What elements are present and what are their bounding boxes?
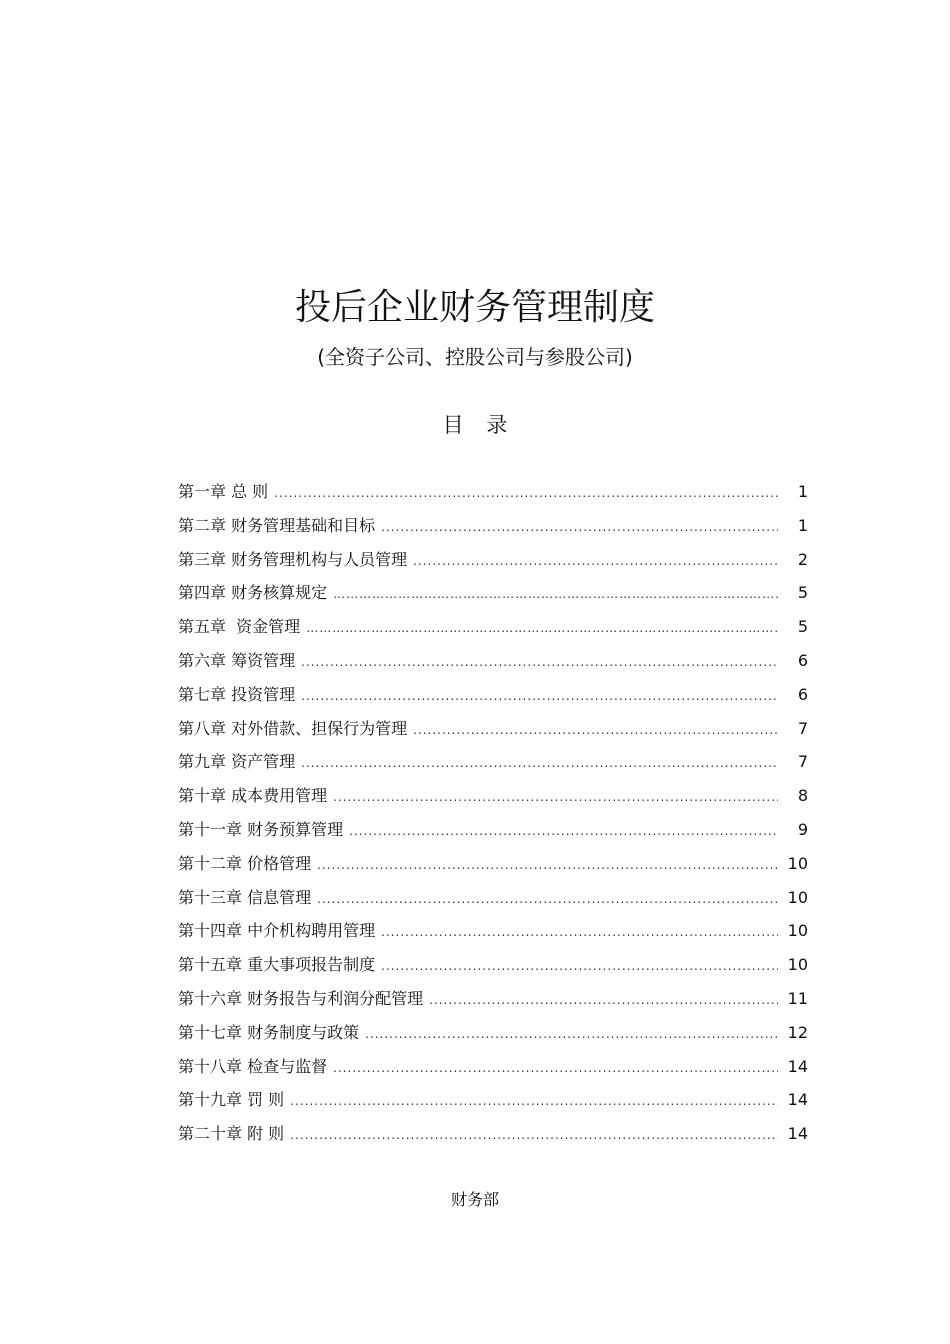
toc-entry-title: 第十一章 财务预算管理 (178, 819, 344, 839)
toc-entry-page: 11 (787, 988, 808, 1008)
toc-entry-14[interactable] (178, 914, 808, 948)
table-of-contents (178, 475, 808, 1151)
toc-entry-3[interactable] (178, 543, 808, 577)
toc-entry-page: 6 (797, 684, 808, 704)
toc-leader-dots (301, 680, 778, 714)
toc-entry-title: 第二章 财务管理基础和目标 (178, 515, 376, 535)
document-footer-department: 财务部 (450, 1190, 499, 1209)
toc-entry-page: 10 (787, 955, 808, 975)
toc-entry-page: 1 (797, 515, 808, 535)
toc-entry-17[interactable] (178, 1016, 808, 1050)
toc-entry-18[interactable] (178, 1050, 808, 1084)
toc-entry-12[interactable] (178, 847, 808, 881)
toc-entry-title: 第五章 资金管理 (178, 617, 301, 637)
toc-entry-title: 第二十章 附 则 (178, 1124, 285, 1144)
toc-entry-7[interactable] (178, 678, 808, 712)
toc-entry-15[interactable] (178, 948, 808, 982)
toc-entry-8[interactable] (178, 712, 808, 746)
toc-leader-dots (413, 545, 778, 579)
toc-leader-dots (301, 646, 778, 680)
toc-leader-dots (333, 578, 778, 612)
toc-entry-title: 第七章 投资管理 (178, 684, 296, 704)
toc-entry-page: 12 (787, 1022, 808, 1042)
toc-entry-2[interactable] (178, 509, 808, 543)
toc-leader-dots (290, 1085, 778, 1119)
toc-entry-9[interactable] (178, 745, 808, 779)
toc-entry-10[interactable] (178, 779, 808, 813)
document-subtitle: (全资子公司、控股公司与参股公司) (317, 345, 633, 369)
toc-entry-6[interactable] (178, 644, 808, 678)
toc-leader-dots (333, 1052, 778, 1086)
toc-entry-title: 第十五章 重大事项报告制度 (178, 955, 376, 975)
toc-entry-title: 第十三章 信息管理 (178, 887, 312, 907)
toc-entry-title: 第十九章 罚 则 (178, 1090, 285, 1110)
toc-entry-title: 第十四章 中介机构聘用管理 (178, 921, 376, 941)
toc-leader-dots (349, 815, 778, 849)
toc-entry-title: 第三章 财务管理机构与人员管理 (178, 549, 408, 569)
toc-entry-page: 2 (797, 549, 808, 569)
toc-entry-title: 第四章 财务核算规定 (178, 583, 328, 603)
toc-entry-title: 第十七章 财务制度与政策 (178, 1022, 360, 1042)
toc-leader-dots (381, 950, 778, 984)
toc-entry-4[interactable] (178, 576, 808, 610)
toc-heading: 目 录 (442, 413, 516, 437)
document-title: 投后企业财务管理制度 (294, 287, 655, 328)
toc-leader-dots (290, 1119, 778, 1153)
toc-leader-dots (381, 511, 778, 545)
toc-entry-19[interactable] (178, 1083, 808, 1117)
toc-entry-page: 14 (787, 1056, 808, 1076)
toc-entry-page: 6 (797, 650, 808, 670)
toc-leader-dots (381, 916, 778, 950)
toc-leader-dots (306, 612, 778, 646)
toc-entry-5[interactable] (178, 610, 808, 644)
toc-entry-page: 9 (797, 819, 808, 839)
toc-leader-dots (301, 747, 778, 781)
toc-entry-page: 7 (797, 752, 808, 772)
toc-entry-title: 第十六章 财务报告与利润分配管理 (178, 988, 424, 1008)
toc-entry-page: 5 (797, 617, 808, 637)
toc-entry-title: 第九章 资产管理 (178, 752, 296, 772)
toc-entry-16[interactable] (178, 982, 808, 1016)
toc-leader-dots (274, 477, 778, 511)
toc-leader-dots (413, 714, 778, 748)
toc-entry-page: 14 (787, 1124, 808, 1144)
toc-entry-page: 8 (797, 786, 808, 806)
toc-entry-page: 14 (787, 1090, 808, 1110)
toc-entry-title: 第一章 总 则 (178, 482, 269, 501)
toc-entry-page: 5 (797, 583, 808, 603)
toc-entry-title: 第六章 筹资管理 (178, 650, 296, 670)
toc-leader-dots (317, 849, 778, 883)
toc-entry-13[interactable] (178, 881, 808, 915)
toc-leader-dots (429, 984, 778, 1018)
toc-entry-title: 第十八章 检查与监督 (178, 1056, 328, 1076)
toc-entry-11[interactable] (178, 813, 808, 847)
toc-entry-page: 10 (787, 853, 808, 873)
toc-entry-title: 第十二章 价格管理 (178, 853, 312, 873)
toc-entry-page: 10 (787, 887, 808, 907)
toc-leader-dots (365, 1018, 778, 1052)
toc-entry-title: 第十章 成本费用管理 (178, 786, 328, 806)
toc-entry-page: 7 (797, 718, 808, 738)
toc-entry-page: 1 (797, 482, 808, 501)
toc-entry-title: 第八章 对外借款、担保行为管理 (178, 718, 408, 738)
toc-entry-page: 10 (787, 921, 808, 941)
toc-entry-1[interactable] (178, 475, 808, 509)
toc-leader-dots (317, 883, 778, 917)
toc-entry-20[interactable] (178, 1117, 808, 1151)
toc-leader-dots (333, 781, 778, 815)
